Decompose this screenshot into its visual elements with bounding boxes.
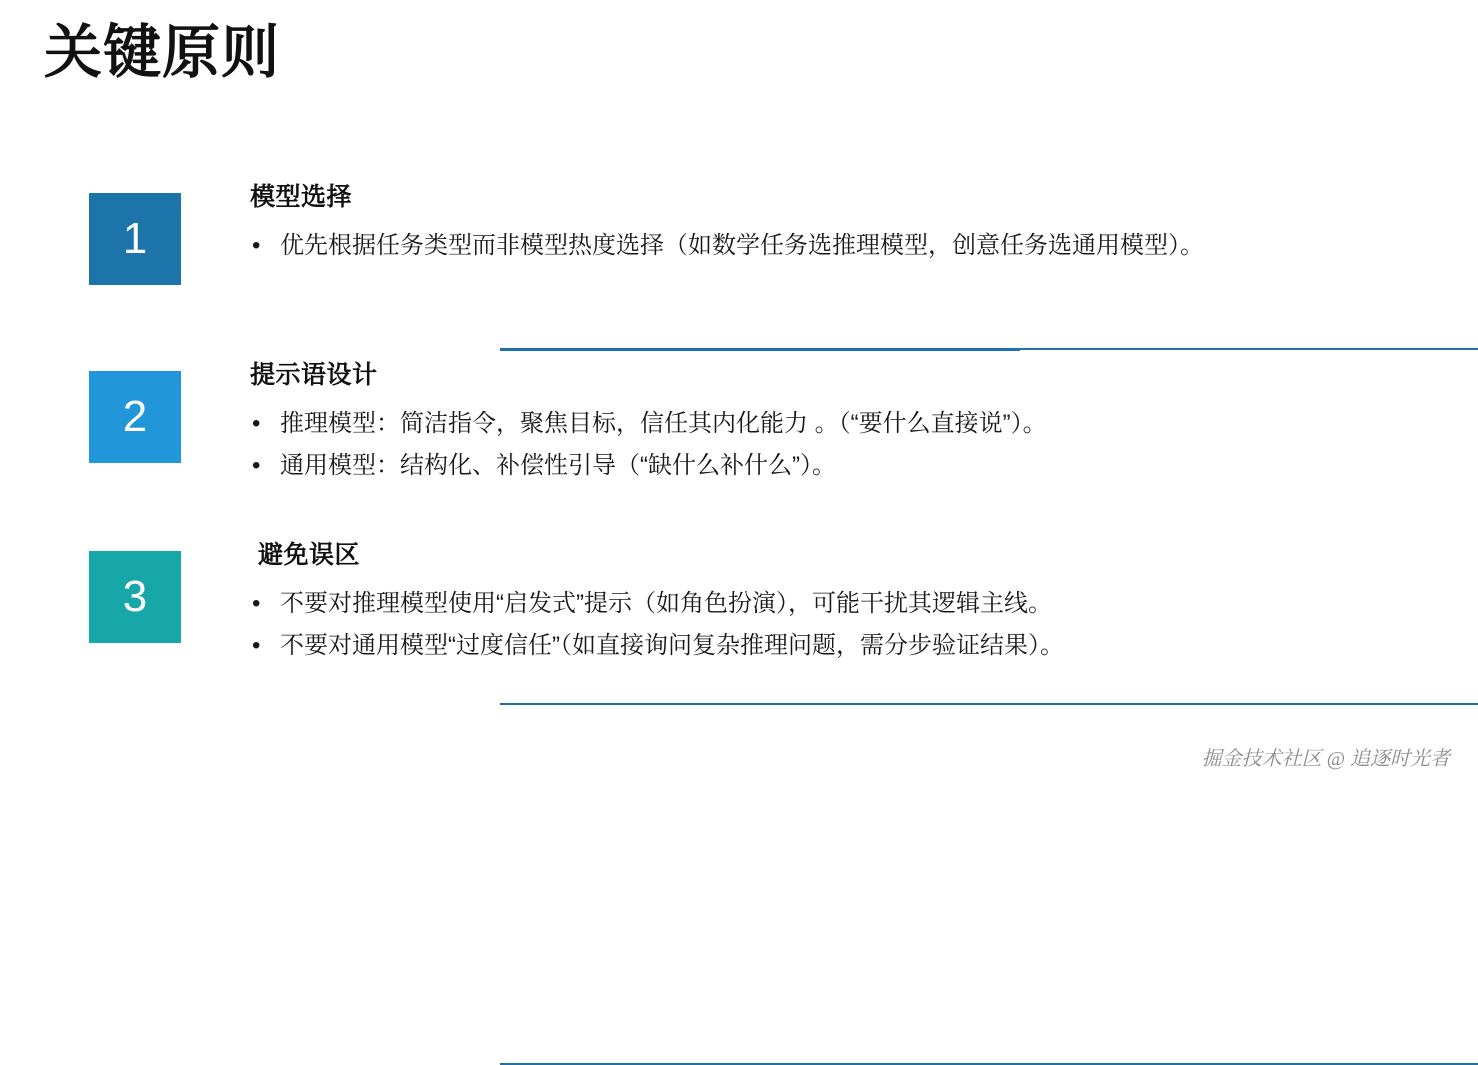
list-item — [250, 447, 1281, 485]
bullet-dot-icon: • — [252, 590, 261, 617]
bullet-text: 不要对通用模型“过度信任”（如直接询问复杂推理问题，需分步验证结果）。 — [280, 632, 1064, 660]
section-content-3 — [250, 523, 1281, 670]
list-item — [250, 227, 1281, 265]
section-heading-2: 提示语设计 — [250, 361, 378, 389]
section-model-selection — [0, 165, 1478, 343]
section-bullets-3 — [250, 585, 1281, 666]
bullet-dot-icon: • — [252, 410, 261, 437]
section-number-badge-2: 2 — [89, 371, 181, 463]
section-number-badge-1: 1 — [89, 193, 181, 285]
section-content-1 — [250, 165, 1281, 269]
section-bullets-1 — [250, 227, 1281, 265]
section-number-badge-3: 3 — [89, 551, 181, 643]
bullet-text: 通用模型：结构化、补偿性引导（“缺什么补什么”）。 — [280, 452, 836, 480]
bullet-text: 推理模型：简洁指令，聚焦目标，信任其内化能力 。（“要什么直接说”）。 — [280, 410, 1047, 437]
bullet-dot-icon: • — [252, 632, 261, 660]
bullet-dot-icon: • — [252, 232, 261, 259]
section-bullets-2 — [250, 405, 1281, 486]
bullet-text: 不要对推理模型使用“启发式”提示（如角色扮演），可能干扰其逻辑主线。 — [280, 590, 1052, 617]
bullet-dot-icon: • — [252, 452, 261, 480]
section-prompt-design — [0, 343, 1478, 523]
list-item — [250, 405, 1281, 443]
list-item — [250, 585, 1281, 623]
section-divider-2 — [500, 703, 1478, 705]
list-item — [250, 627, 1281, 665]
sections-list — [0, 165, 1478, 703]
section-heading-1: 模型选择 — [250, 183, 353, 211]
section-avoid-pitfalls — [0, 523, 1478, 703]
bullet-text: 优先根据任务类型而非模型热度选择（如数学任务选推理模型，创意任务选通用模型）。 — [280, 232, 1204, 259]
section-content-2 — [250, 343, 1281, 490]
watermark: 掘金技术社区 @ 追逐时光者 — [1201, 748, 1450, 770]
section-heading-3: 避免误区 — [258, 541, 361, 569]
page-title: 关键原则 — [44, 20, 281, 85]
